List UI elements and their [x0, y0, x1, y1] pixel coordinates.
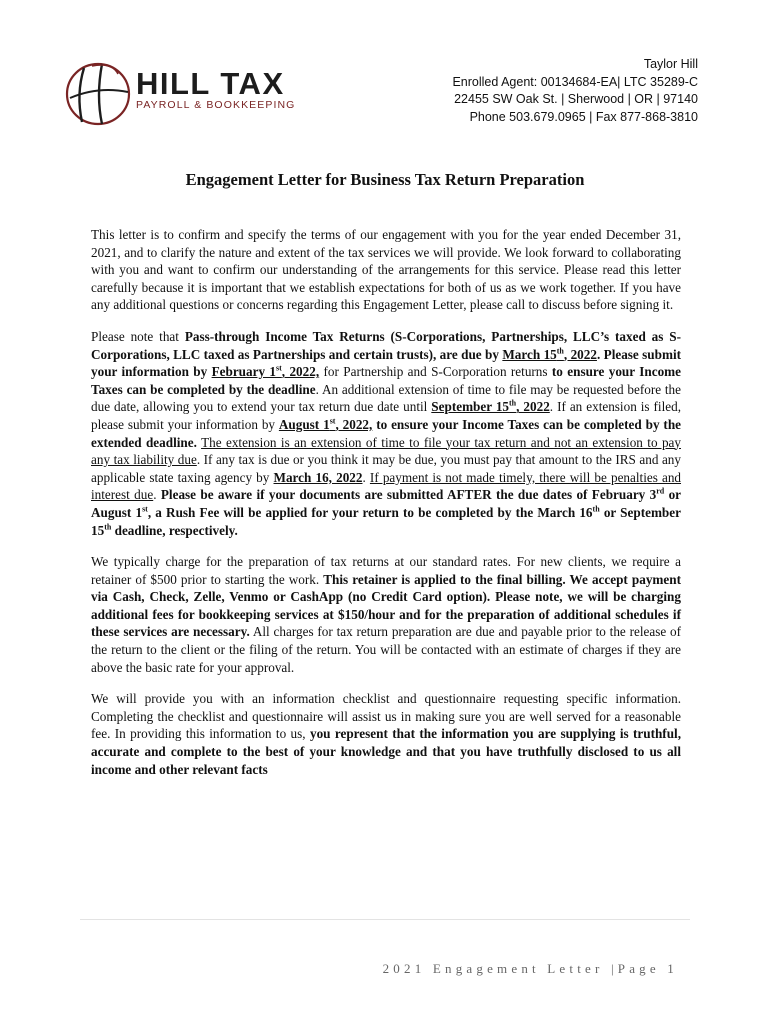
date-text: March 15: [502, 346, 557, 362]
ordinal: st: [329, 416, 336, 426]
text-span: or September 15: [91, 504, 681, 538]
text-span: Please note that: [91, 328, 185, 344]
date-february-1: [212, 364, 320, 379]
ordinal: th: [104, 522, 112, 532]
ordinal: st: [142, 504, 148, 514]
ordinal: st: [276, 363, 282, 373]
paragraph-fees: [91, 553, 681, 676]
text-span: We typically charge for the preparation of tax returns at our standard rates. For new clients, we require a retainer of $500 prior to starting the work.: [91, 554, 681, 587]
ordinal: th: [592, 504, 600, 514]
hill-tax-monogram-icon: [62, 58, 142, 130]
text-span: . If any tax is due or you think it may be due, you must pay that amount to the IRS and any applicable state taxing agency by: [91, 452, 681, 485]
date-text: August 1: [278, 416, 330, 432]
logo-company-name: HILL TAX: [136, 66, 285, 101]
bold-span: you represent that the information you are supplying is truthful, accurate and complete to the best of your knowledge and that you have truthfully disclosed to us all income and other relevant facts: [91, 726, 681, 777]
bold-span: to ensure your Income Taxes can be completed by the deadline: [91, 364, 682, 397]
footer-divider: [80, 919, 690, 920]
text-span: for Partnership and S-Corporation returns: [319, 364, 552, 380]
logo-tagline: PAYROLL & BOOKKEEPING: [136, 99, 296, 111]
text-span: .: [362, 469, 370, 485]
page-footer: 2021 Engagement Letter |Page 1: [382, 961, 678, 976]
letter-body: [91, 226, 681, 792]
date-march-16: March 16, 2022: [273, 469, 363, 485]
text-span: All charges for tax return preparation are due and payable prior to the release of the return to the client or the filing of the return. You will be contacted with an estimate of charges if they are above the basic rate for your approval.: [91, 624, 681, 675]
contact-credentials: Enrolled Agent: 00134684-EA| LTC 35289-C: [452, 74, 698, 89]
text-span: deadline, respectively.: [111, 522, 238, 538]
paragraph-intro: This letter is to confirm and specify the terms of our engagement with you for the year ended December 31, 2021, and to clarify the nature and extent of the tax services we will provide. We look forward to collaborating with you and want to confirm our understanding of the arrangements for this service. Please read this letter carefully because it is important that we establish expectations for both of us as we work together. If you have any additional questions or concerns regarding this Engagement Letter, please call to discuss before signing it.: [91, 227, 681, 313]
text-span: We will provide you with an information checklist and questionnaire requesting specific information. Completing the checklist and questionnaire will assist us in making sure you are well served for a reasonable fee. In providing this information to us,: [91, 691, 681, 742]
document-title: Engagement Letter for Business Tax Return Preparation: [185, 170, 585, 189]
date-text: , 2022: [563, 346, 597, 362]
contact-phone-fax: Phone 503.679.0965 | Fax 877-868-3810: [469, 109, 698, 124]
text-span: . An additional extension of time to file may be requested before the due date, allowing you to extend your tax return due date until: [91, 381, 681, 415]
text-span: . If an extension is filed, please submit your information by: [91, 399, 681, 432]
text-span: , a Rush Fee will be applied for your return to be completed by the March 16: [147, 504, 593, 520]
ordinal: th: [509, 398, 517, 408]
date-text: , 2022,: [335, 416, 373, 432]
ordinal: rd: [656, 486, 665, 496]
contact-block: [452, 56, 698, 126]
date-march-15: [502, 347, 597, 362]
contact-name: Taylor Hill: [643, 57, 698, 71]
paragraph-deadlines: [91, 328, 681, 539]
underlined-span: The extension is an extension of time to file your tax return and not an extension to pay any tax liability due: [91, 434, 681, 468]
bold-span: This retainer is applied to the final billing. We accept payment via Cash, Check, Zelle, Venmo or CashApp (no Credit Card option). Please note, we will be charging additional fees for bookkeeping services at $150/hour and for the preparation of additional schedules if these services are necessary.: [91, 571, 681, 640]
date-text: , 2022,: [281, 364, 320, 380]
bold-span: Pass-through Income Tax Returns (S-Corporations, Partnerships, LLC’s taxed as S-Corporations, LLC taxed as Partnerships and certain trusts), are due by: [91, 328, 682, 362]
underlined-span: If payment is not made timely, there will be penalties and interest due: [91, 469, 682, 503]
date-september-15: [431, 399, 550, 414]
text-span: or August 1: [91, 487, 682, 520]
rush-fee-notice: [91, 487, 681, 537]
text-span: Please be aware if your documents are submitted AFTER the due dates of February 3: [160, 487, 657, 503]
company-logo: [62, 58, 352, 128]
bold-span: to ensure your Income Taxes can be completed by the extended deadline.: [91, 416, 682, 450]
bold-span: . Please submit your information by: [91, 346, 682, 380]
date-august-1: [279, 417, 372, 432]
text-span: .: [153, 487, 161, 503]
date-text: February 1: [211, 364, 277, 380]
contact-address: 22455 SW Oak St. | Sherwood | OR | 97140: [454, 92, 698, 107]
date-text: September 15: [431, 399, 510, 415]
date-text: , 2022: [516, 399, 550, 415]
paragraph-checklist: [91, 690, 681, 778]
ordinal: th: [556, 346, 564, 356]
